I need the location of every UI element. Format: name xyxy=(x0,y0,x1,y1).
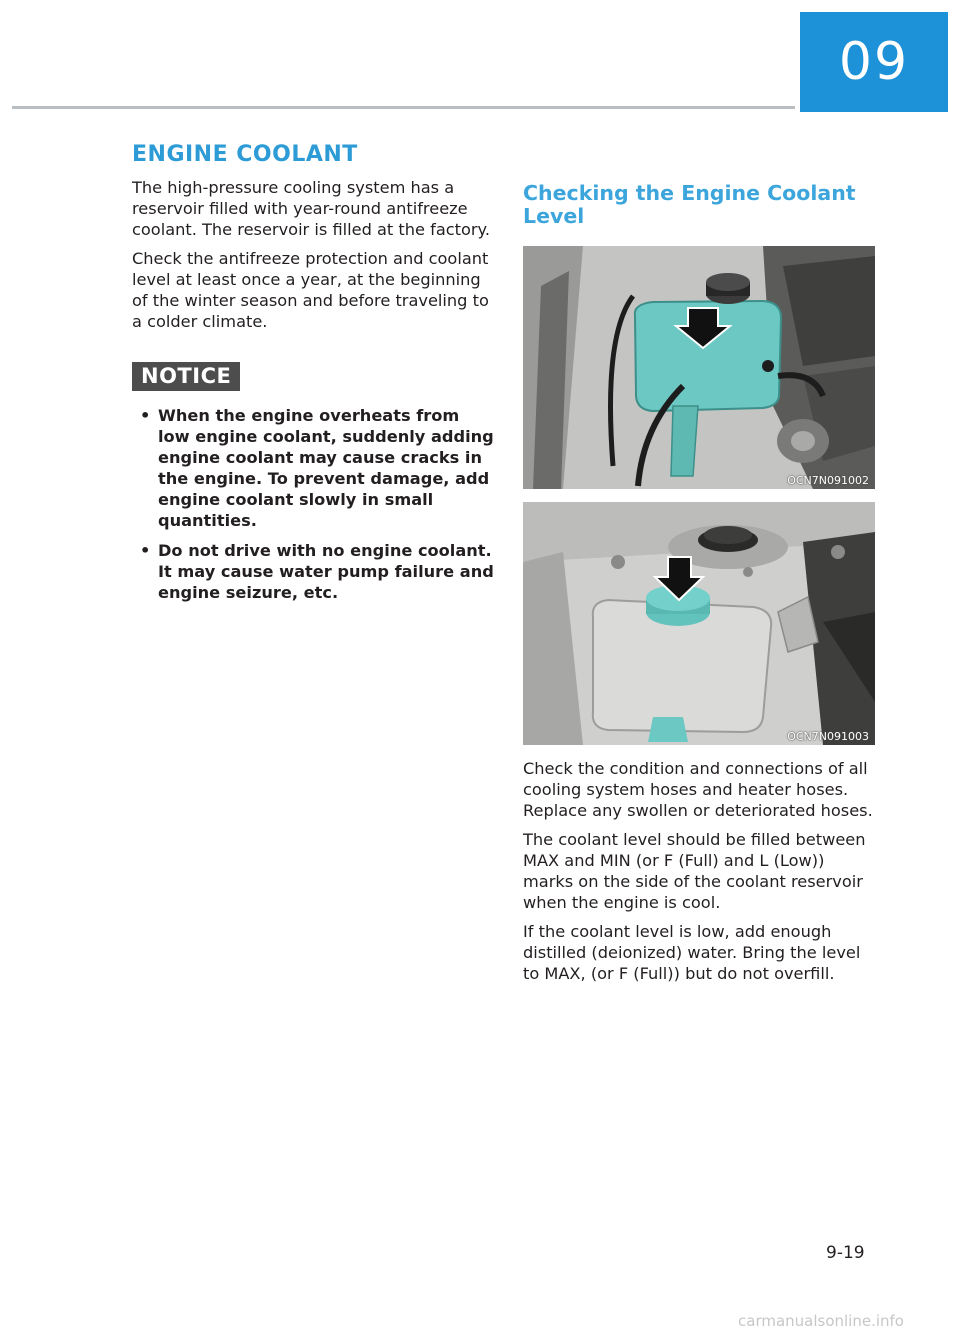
notice-text: Do not drive with no engine coolant. It may cause water pump failure and engine seizure, etc. xyxy=(158,541,494,602)
notice-item xyxy=(132,540,494,603)
intro-paragraph: The high-pressure cooling system has a reservoir filled with year-round antifreeze coolant. The reservoir is filled at the factory. xyxy=(132,178,490,239)
figure-code: OCN7N091003 xyxy=(787,730,869,743)
notice-text: When the engine overheats from low engine coolant, suddenly adding engine coolant may cause cracks in the engine. To prevent damage, add engine coolant slowly in small quantities. xyxy=(158,406,494,530)
left-column xyxy=(132,142,494,612)
right-column xyxy=(523,182,875,992)
bullet-icon: • xyxy=(140,406,151,425)
watermark-text: carmanualsonline.info xyxy=(738,1312,904,1330)
coolant-level-paragraph: The coolant level should be filled between MAX and MIN (or F (Full) and L (Low)) marks on the side of the coolant reservoir when the engine is cool. xyxy=(523,830,866,912)
check-paragraph: Check the antifreeze protection and coolant level at least once a year, at the beginning of the winter season and before traveling to a colder climate. xyxy=(132,249,489,331)
section-title: ENGINE COOLANT xyxy=(132,142,358,167)
notice-item xyxy=(132,405,494,531)
coolant-reservoir-figure-1 xyxy=(523,246,875,489)
coolant-reservoir-figure-2 xyxy=(523,502,875,745)
hose-check-paragraph: Check the condition and connections of all cooling system hoses and heater hoses. Replace any swollen or deteriorated hoses. xyxy=(523,759,873,820)
chapter-number: 09 xyxy=(838,32,910,92)
engine-bay-illustration-2 xyxy=(523,502,875,745)
engine-bay-illustration-1 xyxy=(523,246,875,489)
add-water-paragraph: If the coolant level is low, add enough distilled (deionized) water. Bring the level to MAX, (or F (Full)) but do not overfill. xyxy=(523,922,861,983)
page-number: 9-19 xyxy=(826,1243,865,1263)
notice-list xyxy=(132,405,494,603)
subsection-title: Checking the Engine Coolant Level xyxy=(523,181,856,228)
bullet-icon: • xyxy=(140,541,151,560)
figure-code: OCN7N091002 xyxy=(787,474,869,487)
chapter-tab xyxy=(800,12,948,112)
header-rule xyxy=(12,106,795,109)
notice-badge: NOTICE xyxy=(132,362,240,391)
